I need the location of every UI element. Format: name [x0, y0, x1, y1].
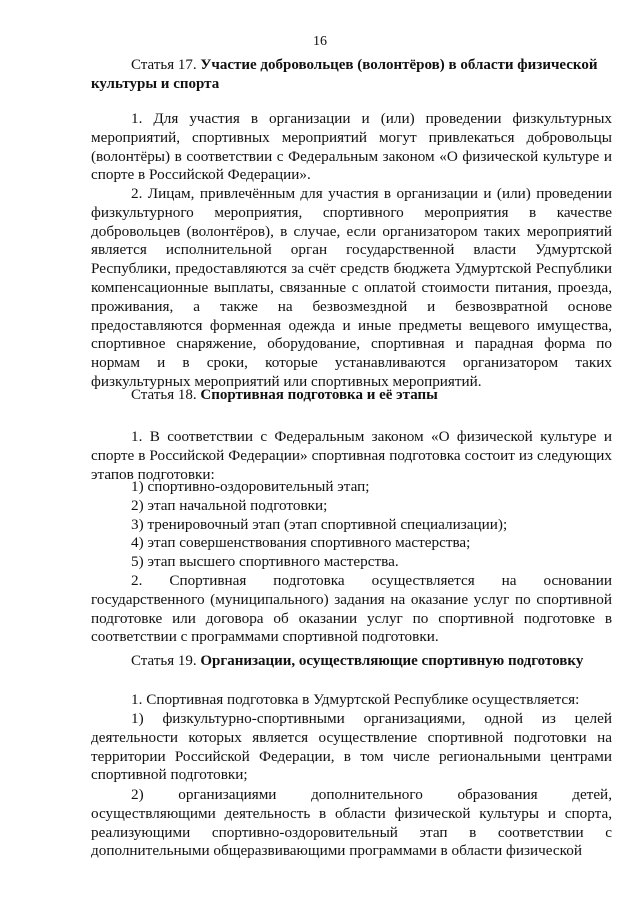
article-17-title: Участие добровольцев (волонтёров) в области физической культуры и спорта — [91, 57, 598, 92]
article-18-prefix: Статья 18. — [131, 387, 197, 403]
article-18-paragraph-1: 1. В соответствии с Федеральным законом «О физической культуре и спорте в Российской Федерации» спортивная подготовка состоит из следующих этапов подготовки: — [91, 428, 612, 483]
article-18-item-3: 3) тренировочный этап (этап спортивной специализации); — [131, 516, 508, 533]
article-18-item-5: 5) этап высшего спортивного мастерства. — [131, 553, 399, 570]
article-18-paragraph-2: 2. Спортивная подготовка осуществляется на основании государственного (муниципального) задания на оказание услуг по спортивной подготовке или договора об оказании услуг по спортивной подготовке в соответствии с программами спортивной подготовки. — [91, 572, 612, 646]
article-18-heading — [91, 386, 612, 405]
article-19-heading — [91, 652, 612, 671]
article-19-prefix: Статья 19. — [131, 653, 197, 669]
article-18-item-2: 2) этап начальной подготовки; — [131, 497, 328, 514]
article-17-paragraph-1: 1. Для участия в организации и (или) проведении физкультурных мероприятий, спортивных мероприятий могут привлекаться добровольцы (волонтёры) в соответствии с Федеральным законом «О физической культуре и спорте в Российской Федерации». — [91, 110, 612, 184]
article-18-title: Спортивная подготовка и её этапы — [200, 387, 438, 403]
article-17-prefix: Статья 17. — [131, 57, 197, 73]
article-19-item-2: 2) организациями дополнительного образования детей, осуществляющими деятельность в области физической культуры и спорта, реализующими спортивно-оздоровительный этап в соответствии с дополнительными общеразвивающими программами в области физической — [91, 786, 612, 860]
article-19-title: Организации, осуществляющие спортивную подготовку — [200, 653, 584, 669]
article-18-item-1: 1) спортивно-оздоровительный этап; — [131, 478, 370, 495]
article-19-item-1: 1) физкультурно-спортивными организациями, одной из целей деятельности которых является осуществление спортивной подготовки на территории Российской Федерации, в том числе региональными центрами спортивной подготовки; — [91, 710, 612, 784]
article-18-item-4: 4) этап совершенствования спортивного мастерства; — [131, 534, 471, 551]
page-number: 16 — [313, 34, 327, 49]
article-17-paragraph-2: 2. Лицам, привлечённым для участия в организации и (или) проведении физкультурного мероприятия, спортивного мероприятия в качестве добровольцев (волонтёров), в случае, если организатором таких мероприятий является исполнительной орган государственной власти Удмуртской Республики, предоставляются за счёт средств бюджета Удмуртской Республики компенсационные выплаты, связанные с оплатой стоимости питания, проезда, проживания, а также на безвозмездной и безвозвратной основе предоставляются форменная одежда и иные предметы вещевого имущества, спортивное снаряжение, оборудование, спортивная и парадная форма по нормам и в сроки, которые устанавливаются организатором таких физкультурных мероприятий или спортивных мероприятий. — [91, 185, 612, 390]
article-17-heading — [91, 56, 612, 94]
article-19-paragraph-1: 1. Спортивная подготовка в Удмуртской Республике осуществляется: — [131, 691, 580, 708]
